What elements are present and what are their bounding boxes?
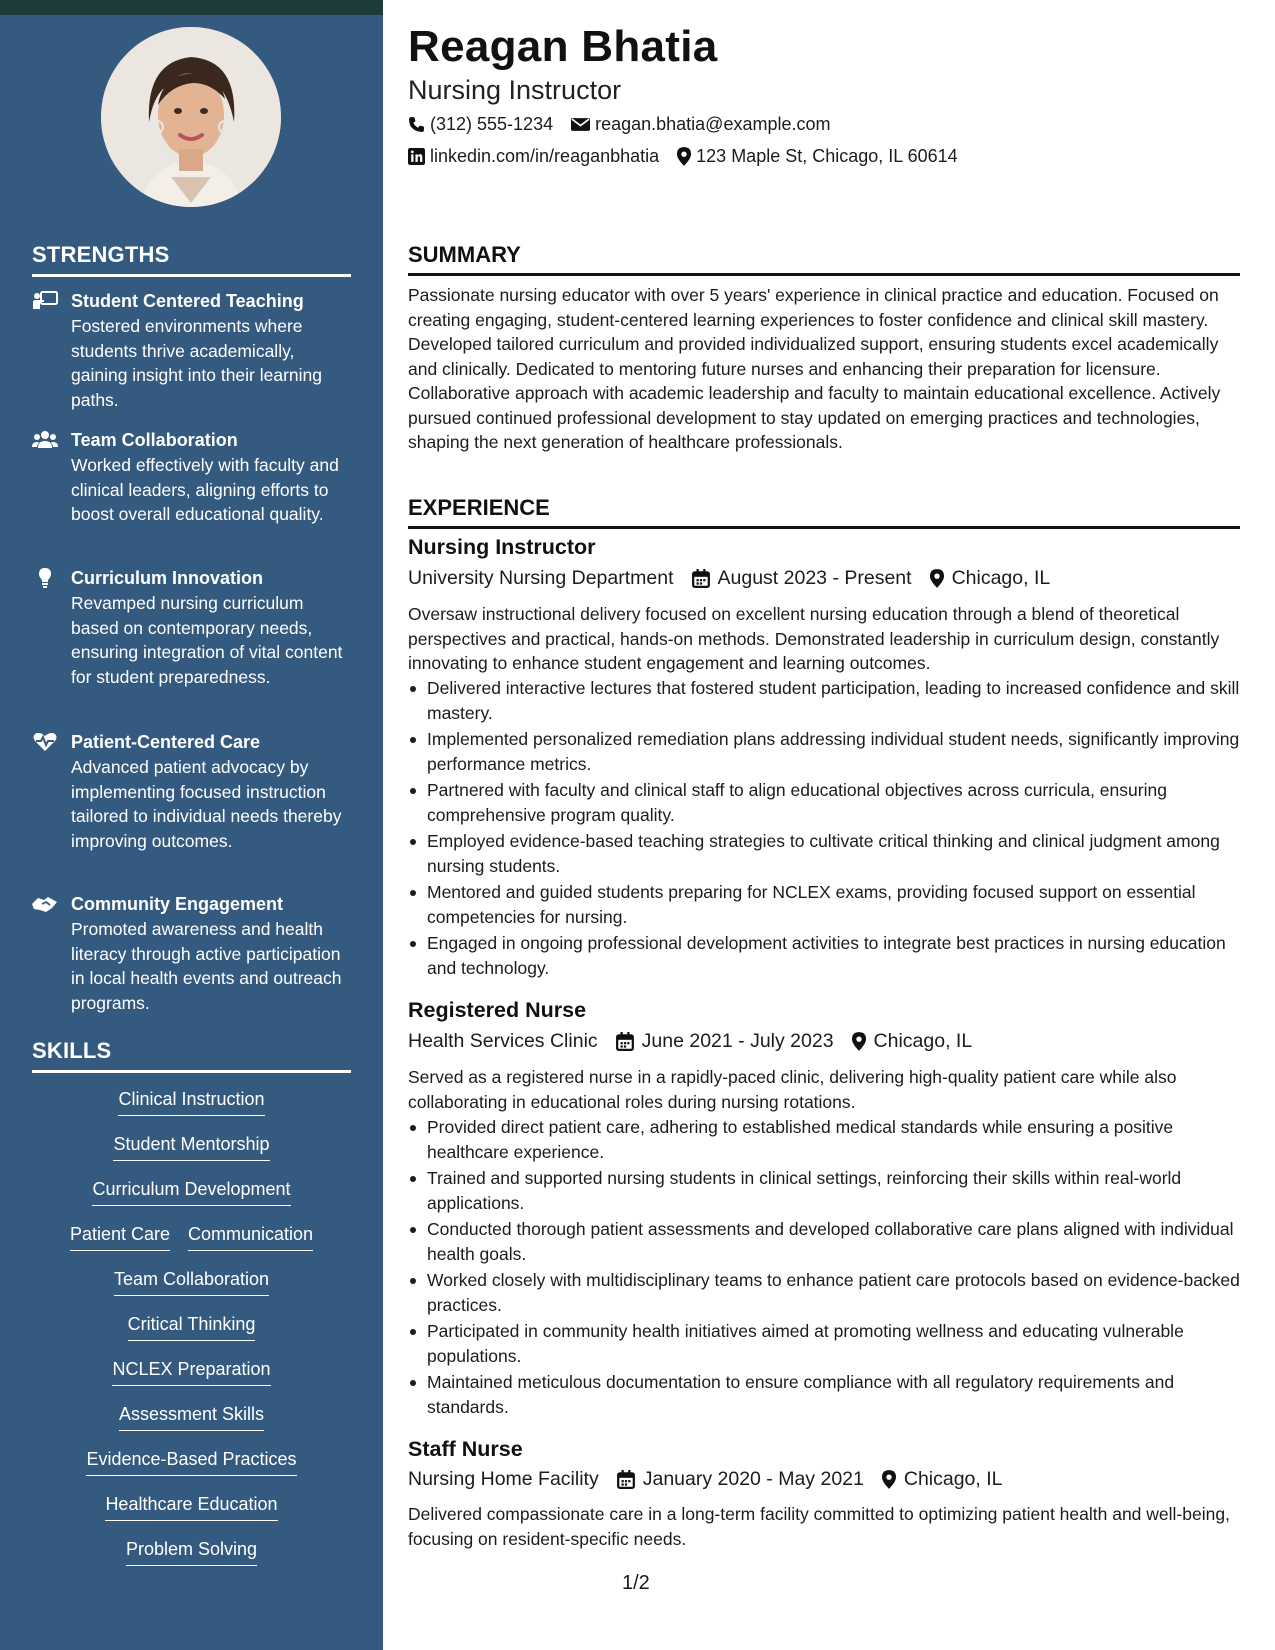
job-title: Registered Nurse (408, 998, 587, 1022)
email-text: reagan.bhatia@example.com (595, 114, 831, 134)
skill-tag: Clinical Instruction (118, 1087, 264, 1116)
job-company: Nursing Home Facility (408, 1468, 599, 1490)
job-company: Health Services Clinic (408, 1030, 598, 1052)
bullet-item: Provided direct patient care, adhering to established medical standards while ensuring a positive healthcare experience. (408, 1115, 1240, 1164)
job-title: Nursing Instructor (408, 535, 596, 559)
skill-tag: NCLEX Preparation (112, 1357, 270, 1386)
job-meta (408, 1468, 1021, 1491)
bullet-item: Mentored and guided students preparing for NCLEX exams, providing focused support on essential competencies for nursing. (408, 880, 1240, 929)
skill-tag: Assessment Skills (119, 1402, 264, 1431)
skill-row (32, 1537, 351, 1566)
skill-tag: Patient Care (70, 1222, 170, 1251)
bullet-item: Employed evidence-based teaching strategies to cultivate critical thinking and clinical judgment among nursing students. (408, 829, 1240, 878)
candidate-role: Nursing Instructor (408, 75, 622, 105)
map-pin-icon (677, 147, 691, 166)
job-company: University Nursing Department (408, 567, 674, 589)
job-description: Delivered compassionate care in a long-term facility committed to optimizing patient health and well-being, focusing on resident-specific needs. (408, 1504, 1230, 1549)
job-location-text: Chicago, IL (951, 567, 1051, 589)
map-pin-icon (930, 569, 944, 588)
bullet-item: Partnered with faculty and clinical staff to align educational objectives across curricula, ensuring comprehensive program quality. (408, 778, 1240, 827)
strength-description: Advanced patient advocacy by implementing focused instruction tailored to individual needs thereby improving outcomes. (71, 757, 342, 851)
teacher-board-icon (32, 291, 58, 311)
envelope-icon (571, 117, 590, 132)
strengths-heading: STRENGTHS (32, 242, 351, 277)
bullet-item: Conducted thorough patient assessments and developed collaborative care plans aligned with individual health goals. (408, 1217, 1240, 1266)
strength-title: Patient-Centered Care (71, 732, 261, 752)
bullet-item: Implemented personalized remediation plans addressing individual student needs, significantly improving performance metrics. (408, 727, 1240, 776)
job-dates (692, 567, 912, 590)
phone-icon (408, 116, 425, 133)
summary-text: Passionate nursing educator with over 5 years' experience in clinical practice and education. Focused on creating engaging, student-centered learning experiences to foster confidence and clinical skill mastery. Developed tailored curriculum and provided individualized support, ensuring students excel academically and clinically. Dedicated to mentoring future nurses and enhancing their preparation for licensure. Collaborative approach with academic leadership and faculty to maintain educational excellence. Actively pursued continued professional development to stay updated on emerging practices and technologies, shaping the next generation of healthcare professionals. (408, 285, 1221, 452)
skill-row (32, 1222, 351, 1251)
skill-tag: Problem Solving (126, 1537, 257, 1566)
skill-tag: Healthcare Education (105, 1492, 277, 1521)
strength-description: Promoted awareness and health literacy through active participation in local health events and outreach programs. (71, 919, 342, 1013)
skill-row (32, 1312, 351, 1341)
strength-title: Student Centered Teaching (71, 291, 304, 311)
strength-description: Fostered environments where students thrive academically, gaining insight into their learning paths. (71, 316, 322, 410)
job-location-text: Chicago, IL (873, 1030, 973, 1052)
phone-contact[interactable] (408, 114, 553, 135)
job-bullets (408, 676, 1240, 982)
calendar-icon (616, 1032, 634, 1051)
job-meta (408, 567, 1068, 590)
skill-row (32, 1177, 351, 1206)
skill-row (32, 1447, 351, 1476)
bullet-item: Worked closely with multidisciplinary teams to enhance patient care protocols based on evidence-backed practices. (408, 1268, 1240, 1317)
bullet-item: Trained and supported nursing students in clinical settings, reinforcing their skills within real-world applications. (408, 1166, 1240, 1215)
sidebar (0, 0, 383, 1650)
bullet-item: Maintained meticulous documentation to ensure compliance with all regulatory requirements and standards. (408, 1370, 1240, 1419)
map-pin-icon (852, 1032, 866, 1051)
job-dates (617, 1468, 864, 1491)
linkedin-contact[interactable] (408, 146, 659, 167)
job-description: Oversaw instructional delivery focused on excellent nursing education through a blend of theoretical perspectives and practical, hands-on methods. Demonstrated leadership in curriculum design, constantly innovating to enhance student engagement and learning outcomes. (408, 604, 1220, 673)
candidate-name: Reagan Bhatia (408, 22, 718, 71)
address-contact (677, 146, 958, 167)
handshake-icon (32, 894, 58, 914)
skill-row (32, 1087, 351, 1116)
job-meta (408, 1030, 990, 1053)
linkedin-icon (408, 148, 425, 165)
avatar (101, 27, 281, 207)
bullet-item: Engaged in ongoing professional development activities to integrate best practices in nursing education and technology. (408, 931, 1240, 980)
map-pin-icon (882, 1470, 896, 1489)
calendar-icon (692, 569, 710, 588)
skill-tag: Communication (188, 1222, 313, 1251)
job-dates (616, 1030, 834, 1053)
strength-description: Worked effectively with faculty and clinical leaders, aligning efforts to boost overall educational quality. (71, 455, 339, 524)
strength-title: Curriculum Innovation (71, 568, 264, 588)
skill-tag: Evidence-Based Practices (86, 1447, 296, 1476)
job-bullets (408, 1115, 1240, 1421)
job-dates-text: August 2023 - Present (717, 567, 912, 589)
skill-tag: Student Mentorship (113, 1132, 269, 1161)
skill-row (32, 1402, 351, 1431)
job-dates-text: January 2020 - May 2021 (642, 1468, 864, 1490)
address-text: 123 Maple St, Chicago, IL 60614 (696, 146, 958, 166)
bullet-item: Participated in community health initiatives aimed at promoting wellness and educating vulnerable populations. (408, 1319, 1240, 1368)
strength-title: Community Engagement (71, 894, 284, 914)
heart-pulse-icon (32, 732, 58, 752)
sidebar-top-bar (0, 0, 383, 15)
job-title: Staff Nurse (408, 1437, 523, 1461)
skill-tag: Curriculum Development (92, 1177, 290, 1206)
strength-description: Revamped nursing curriculum based on contemporary needs, ensuring integration of vital content for student preparedness. (71, 593, 343, 687)
skill-row (32, 1357, 351, 1386)
skills-heading: SKILLS (32, 1038, 351, 1073)
skill-row (32, 1267, 351, 1296)
job-location-text: Chicago, IL (903, 1468, 1003, 1490)
phone-text: (312) 555-1234 (430, 114, 554, 134)
job-location (930, 567, 1051, 590)
email-contact[interactable] (571, 114, 830, 135)
linkedin-text: linkedin.com/in/reaganbhatia (430, 146, 660, 166)
skill-tag: Critical Thinking (128, 1312, 256, 1341)
job-location (852, 1030, 973, 1053)
skill-tag: Team Collaboration (114, 1267, 269, 1296)
users-icon (32, 430, 58, 450)
page-number: 1/2 (622, 1572, 650, 1594)
job-location (882, 1468, 1003, 1491)
bullet-item: Delivered interactive lectures that fostered student participation, leading to increased confidence and skill mastery. (408, 676, 1240, 725)
job-dates-text: June 2021 - July 2023 (641, 1030, 834, 1052)
calendar-icon (617, 1470, 635, 1489)
experience-heading: EXPERIENCE (408, 495, 1240, 529)
job-description: Served as a registered nurse in a rapidly-paced clinic, delivering high-quality patient care while also collaborating in educational roles during nursing rotations. (408, 1067, 1177, 1112)
lightbulb-icon (32, 568, 58, 588)
summary-heading: SUMMARY (408, 242, 1240, 276)
strength-title: Team Collaboration (71, 430, 238, 450)
contact-row (408, 114, 849, 135)
avatar-portrait (101, 27, 281, 207)
skill-row (32, 1132, 351, 1161)
contact-row (408, 146, 976, 167)
skill-row (32, 1492, 351, 1521)
